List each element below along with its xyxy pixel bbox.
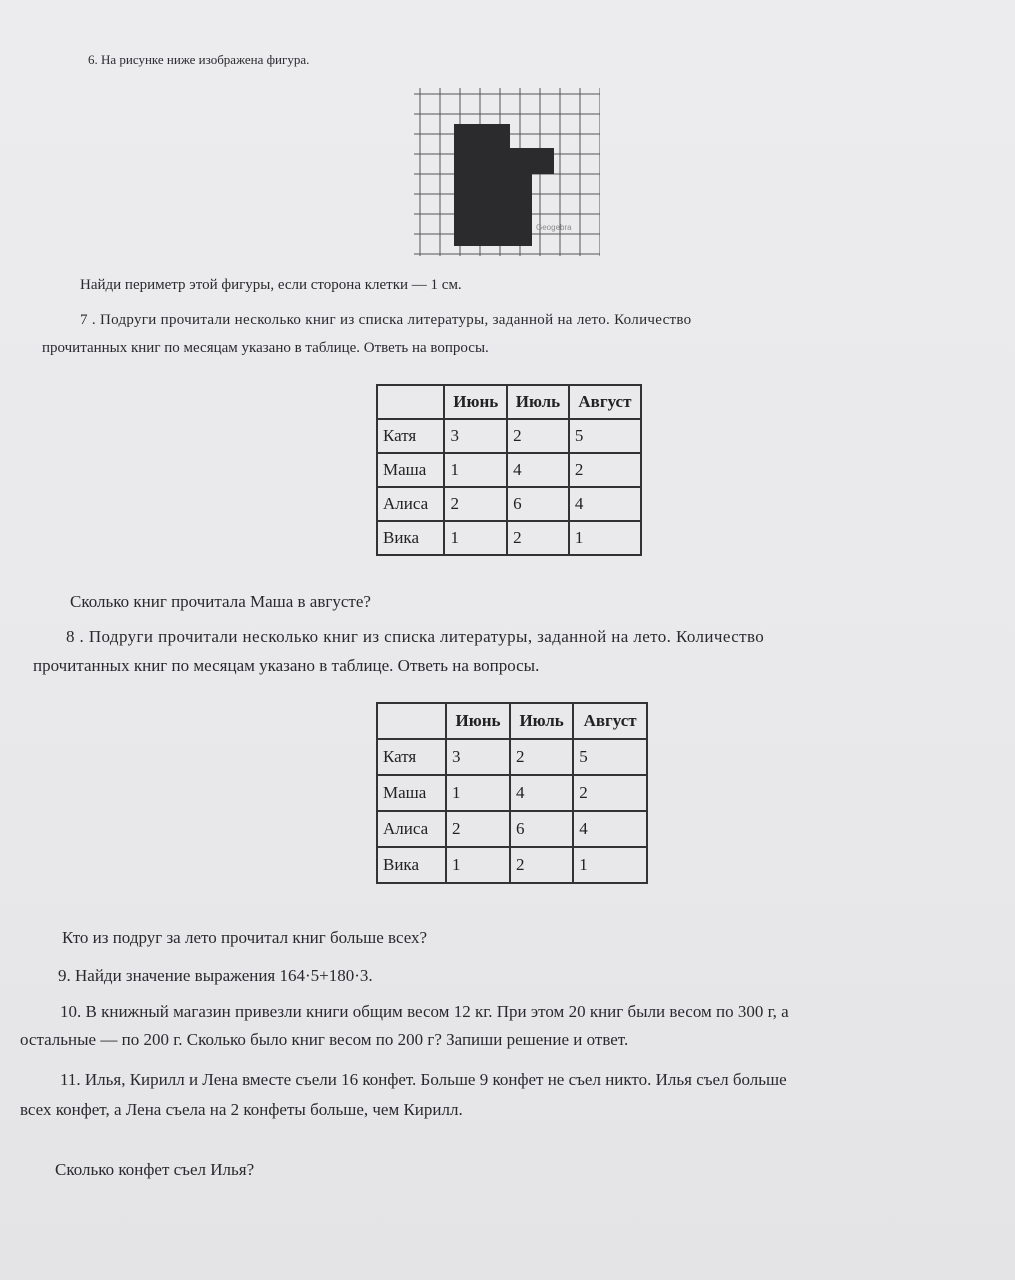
header-cell: Июнь <box>444 385 507 419</box>
value-cell: 2 <box>510 847 573 883</box>
task7-question: Сколько книг прочитала Маша в августе? <box>70 592 371 611</box>
task8-text-line1: 8 . Подруги прочитали несколько книг из списка литературы, заданной на лето. Количество <box>66 627 765 646</box>
table-row <box>377 811 647 847</box>
table-row <box>377 847 647 883</box>
task6-question: Найди периметр этой фигуры, если сторона клетки — 1 см. <box>80 277 462 293</box>
table-header-row <box>377 385 641 419</box>
table-row <box>377 453 641 487</box>
value-cell: 1 <box>446 775 510 811</box>
task8-text-line2: прочитанных книг по месяцам указано в таблице. Ответь на вопросы. <box>33 656 540 675</box>
header-cell: Август <box>569 385 641 419</box>
header-cell <box>377 385 444 419</box>
task7-books-table <box>376 384 642 556</box>
name-cell: Катя <box>377 739 446 775</box>
task7-text-line1: 7 . Подруги прочитали несколько книг из списка литературы, заданной на лето. Количество <box>80 312 692 328</box>
value-cell: 5 <box>573 739 647 775</box>
figure-grid-svg <box>412 88 600 256</box>
name-cell: Вика <box>377 521 444 555</box>
value-cell: 4 <box>507 453 569 487</box>
value-cell: 6 <box>510 811 573 847</box>
name-cell: Вика <box>377 847 446 883</box>
task8-question: Кто из подруг за лето прочитал книг больше всех? <box>62 928 428 947</box>
value-cell: 2 <box>573 775 647 811</box>
task8-books-table <box>376 702 648 884</box>
table-row <box>377 419 641 453</box>
name-cell: Катя <box>377 419 444 453</box>
task10-text-line1: 10. В книжный магазин привезли книги общим весом 12 кг. При этом 20 книг были весом по 300 г, а <box>60 1002 789 1021</box>
table-header-row <box>377 703 647 739</box>
header-cell: Июль <box>510 703 573 739</box>
header-cell <box>377 703 446 739</box>
header-cell: Июнь <box>446 703 510 739</box>
name-cell: Маша <box>377 453 444 487</box>
value-cell: 1 <box>444 453 507 487</box>
header-cell: Июль <box>507 385 569 419</box>
table-row <box>377 487 641 521</box>
task7-text-line2: прочитанных книг по месяцам указано в таблице. Ответь на вопросы. <box>42 340 489 356</box>
value-cell: 4 <box>573 811 647 847</box>
geogebra-watermark: Geogebra <box>536 223 572 232</box>
value-cell: 2 <box>444 487 507 521</box>
task10-text-line2: остальные — по 200 г. Сколько было книг весом по 200 г? Запиши решение и ответ. <box>20 1030 629 1049</box>
name-cell: Маша <box>377 775 446 811</box>
name-cell: Алиса <box>377 811 446 847</box>
value-cell: 1 <box>573 847 647 883</box>
table-row <box>377 521 641 555</box>
value-cell: 1 <box>446 847 510 883</box>
task11-text-line2: всех конфет, а Лена съела на 2 конфеты больше, чем Кирилл. <box>20 1100 463 1119</box>
value-cell: 3 <box>446 739 510 775</box>
value-cell: 4 <box>510 775 573 811</box>
value-cell: 3 <box>444 419 507 453</box>
value-cell: 1 <box>444 521 507 555</box>
value-cell: 2 <box>446 811 510 847</box>
task11-text-line1: 11. Илья, Кирилл и Лена вместе съели 16 конфет. Больше 9 конфет не съел никто. Илья съел больше <box>60 1070 787 1089</box>
value-cell: 6 <box>507 487 569 521</box>
name-cell: Алиса <box>377 487 444 521</box>
value-cell: 4 <box>569 487 641 521</box>
task9-text: 9. Найди значение выражения 164·5+180·3. <box>58 966 373 985</box>
value-cell: 2 <box>507 521 569 555</box>
task6-title: 6. На рисунке ниже изображена фигура. <box>88 52 310 67</box>
task11-question: Сколько конфет съел Илья? <box>55 1160 255 1179</box>
table-row <box>377 775 647 811</box>
value-cell: 1 <box>569 521 641 555</box>
value-cell: 2 <box>510 739 573 775</box>
value-cell: 2 <box>569 453 641 487</box>
value-cell: 5 <box>569 419 641 453</box>
header-cell: Август <box>573 703 647 739</box>
value-cell: 2 <box>507 419 569 453</box>
task6-figure-grid <box>412 88 600 256</box>
table-row <box>377 739 647 775</box>
